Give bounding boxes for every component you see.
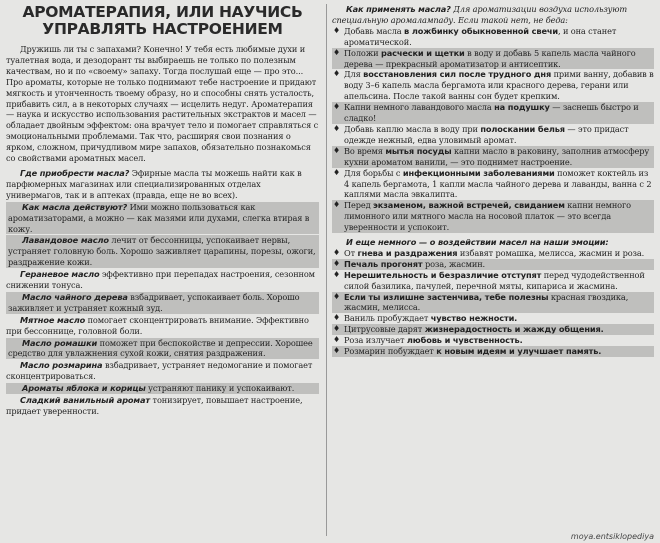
bullet-icon: ♦ [333, 47, 341, 57]
list-text-post: перед чудодейственной силой базилика, пачулей, перечной мяты, кипариса и жасмина. [344, 269, 645, 291]
oil-name: Ароматы яблока и корицы [22, 383, 146, 394]
list-text-pre: Перед [344, 200, 373, 211]
list-text-post: прими ванну, добавив в воду 3–6 капель масла бергамота или красного дерева, герани или апельсина. После такой ванны сон будет крепким. [344, 69, 654, 102]
emotion-item [332, 313, 654, 324]
list-text-post: красная гвоздика, жасмин, мелисса. [344, 291, 629, 313]
oil-description: эффективно при перепадах настроения, сезонном снижении тонуса. [6, 269, 315, 291]
how-to-use-paragraph [332, 4, 654, 26]
emotion-item [332, 335, 654, 346]
oil-description: помогает сконцентрировать внимание. Эффективно при бессоннице, головной боли. [6, 314, 309, 336]
bullet-icon: ♦ [333, 25, 341, 35]
emotion-list [332, 248, 654, 357]
oil-item [6, 383, 319, 394]
list-text-post: избавят ромашка, мелисса, жасмин и роза. [457, 247, 645, 258]
list-text-highlight: Нерешительность и безразличие отступят [344, 269, 542, 280]
bullet-icon: ♦ [333, 69, 341, 79]
oil-description: взбадривает, успокаивает боль. Хорошо заживляет и устраняет кожный зуд. [8, 291, 300, 313]
emotions-heading: И еще немного — о воздействии масел на наши эмоции: [346, 237, 609, 248]
emotion-item [332, 292, 654, 314]
usage-tip-item [332, 26, 654, 48]
how-oils-work-text: Ими можно пользоваться как ароматизаторами, а можно — как мазями или духами, слегка втирая в кожу. [8, 201, 310, 234]
column-divider [326, 4, 327, 536]
list-text-post: капни масло в раковину, заполнив атмосферу кухни ароматом ванили, — это поднимет настроение. [344, 145, 650, 167]
where-to-buy-text: Эфирные масла ты можешь найти как в парфюмерных магазинах или специализированных отделах универмагов, так и в аптеках (правда, еще не во всех). [6, 167, 302, 200]
bullet-icon: ♦ [333, 335, 341, 345]
usage-tip-item [332, 124, 654, 146]
oil-item [6, 292, 319, 314]
list-text-post: в воду и добавь 5 капель масла чайного дерева — прекрасный ароматизатор и антисептик. [344, 47, 636, 69]
list-text-highlight: любовь и чувственность. [406, 335, 523, 346]
bullet-icon: ♦ [333, 324, 341, 334]
list-text-highlight: Печаль прогонят [344, 258, 423, 269]
oil-name: Масло чайного дерева [22, 291, 128, 302]
oil-name: Мятное масло [20, 314, 86, 325]
usage-tip-item [332, 48, 654, 70]
list-text-pre: Добавь масла [344, 25, 405, 36]
oil-item [6, 360, 319, 382]
list-text-post: капни немного лимонного или мятного масла на носовой платок — это всегда уверенности и успокоит. [344, 200, 631, 233]
oil-description: поможет при беспокойстве и депрессии. Хорошее средство для увлажнения сухой кожи, снятия раздражения. [8, 337, 313, 359]
list-text-pre: Для борьбы с [344, 167, 403, 178]
emotions-paragraph [332, 237, 654, 248]
emotion-item [332, 259, 654, 270]
list-text-post: роза, жасмин. [422, 258, 486, 269]
list-text-highlight: восстановления сил после трудного дня [363, 69, 552, 80]
oil-name: Сладкий ванильный аромат [20, 395, 151, 406]
usage-tip-item [332, 69, 654, 102]
emotion-item [332, 346, 654, 357]
list-text-highlight: гнева и раздражения [357, 247, 458, 258]
list-text-pre: Розмарин побуждает [344, 346, 437, 357]
list-text-pre: От [344, 247, 358, 258]
oil-item [6, 269, 319, 291]
emotion-item [332, 324, 654, 335]
emotion-item [332, 270, 654, 292]
oil-description: устраняют панику и успокаивают. [148, 383, 295, 394]
list-text-pre: Положи [344, 47, 381, 58]
bullet-icon: ♦ [333, 313, 341, 323]
list-text-pre: Капни немного лавандового масла [344, 102, 495, 113]
bullet-icon: ♦ [333, 269, 341, 279]
bullet-icon: ♦ [333, 346, 341, 356]
oil-description: взбадривает, устраняет недомогание и помогает сконцентрироваться. [6, 360, 313, 382]
oil-description: лечит от бессонницы, успокаивает нервы, устраняет головную боль. Хорошо заживляет царапины, порезы, ожоги, раздражение кожи. [8, 235, 316, 268]
usage-tip-item [332, 200, 654, 233]
how-to-use-text: Для ароматизации воздуха используют специальную аромалампаду. Если такой нет, не беда: [332, 4, 628, 25]
right-column [332, 4, 654, 357]
oil-name: Лавандовое масло [22, 235, 109, 246]
bullet-icon: ♦ [333, 123, 341, 133]
usage-tip-item [332, 146, 654, 168]
usage-tip-item [332, 168, 654, 201]
list-text-highlight: Если ты излишне застенчива, тебе полезны [344, 291, 549, 302]
list-text-highlight: на подушку [494, 102, 550, 113]
how-oils-work-heading: Как масла действуют? [22, 201, 128, 212]
list-text-post: — это придаст одежде нежный, едва уловимый аромат. [344, 123, 629, 145]
bullet-icon: ♦ [333, 167, 341, 177]
article-title: АРОМАТЕРАПИЯ, ИЛИ НАУЧИСЬ УПРАВЛЯТЬ НАСТРОЕНИЕМ [22, 3, 303, 38]
oil-name: Масло ромашки [22, 337, 98, 348]
list-text-highlight: чувство нежности. [430, 313, 518, 324]
list-text-pre: Ваниль пробуждает [344, 313, 431, 324]
list-text-pre: Для [344, 69, 364, 80]
list-text-highlight: расчески и щетки [380, 47, 465, 58]
oil-item [6, 235, 319, 268]
oil-name: Гераневое масло [20, 269, 100, 280]
oil-item [6, 395, 319, 417]
list-text-highlight: инфекционными заболеваниями [402, 167, 555, 178]
oil-name: Масло розмарина [20, 360, 103, 371]
list-text-post: , и она станет ароматической. [344, 25, 617, 47]
oil-item [6, 338, 319, 360]
bullet-icon: ♦ [333, 102, 341, 112]
list-text-pre: Цитрусовые дарят [344, 324, 425, 335]
oil-description: тонизирует, повышает настроение, придает уверенности. [6, 395, 303, 416]
intro-paragraph: Дружишь ли ты с запахами? Конечно! У тебя есть любимые духи и туалетная вода, и дезодорант ты выбираешь не только по полезным качествам, но и по «своему» запаху. Тогда послушай еще — про это... Про ароматы, которые не только поднимают тебе настроение и придают мягкость и утонченность твоему образу, но и способны снять усталость, прибавить сил, а в некоторых случаях — исцелить недуг. Ароматерапия — наука и искусство использования растительных экстрактов и масел — обладает двойным эффектом: она врачует тело и помогает справляться с эмоциональными проблемами. Так что, расширяя свои познания о ярком, сложном, причудливом мире запахов, обязательно познакомься со свойствами ароматных масел. [6, 44, 319, 164]
oil-list [6, 235, 319, 417]
list-text-post: — заснешь быстро и сладко! [344, 102, 639, 124]
bullet-icon: ♦ [333, 258, 341, 268]
bullet-icon: ♦ [333, 200, 341, 210]
tip-list [332, 26, 654, 233]
list-text-highlight: в ложбинку обыкновенной свечи [404, 25, 558, 36]
bullet-icon: ♦ [333, 247, 341, 257]
where-to-buy-paragraph [6, 168, 319, 201]
emotion-item [332, 248, 654, 259]
bullet-icon: ♦ [333, 145, 341, 155]
list-text-highlight: мытья посуды [385, 145, 452, 156]
how-to-use-heading: Как применять масла? [346, 4, 451, 14]
where-to-buy-heading: Где приобрести масла? [20, 167, 130, 178]
oil-item [6, 315, 319, 337]
bullet-icon: ♦ [333, 291, 341, 301]
left-column [6, 4, 319, 417]
list-text-highlight: полоскании белья [480, 123, 565, 134]
list-text-pre: Во время [344, 145, 386, 156]
usage-tip-item [332, 102, 654, 124]
list-text-pre: Роза излучает [344, 335, 407, 346]
list-text-post: поможет коктейль из 4 капель бергамота, 1 капли масла чайного дерева и лаванды, ванна с 2 каплями масла эвкалипта. [344, 167, 652, 200]
how-oils-work-paragraph [6, 202, 319, 235]
list-text-pre: Добавь каплю масла в воду при [344, 123, 481, 134]
list-text-highlight: жизнерадостность и жажду общения. [424, 324, 604, 335]
source-watermark: moya.entsiklopediya [570, 532, 654, 541]
list-text-highlight: экзаменом, важной встречей, свиданием [373, 200, 565, 211]
list-text-highlight: к новым идеям и улучшает память. [436, 346, 602, 357]
